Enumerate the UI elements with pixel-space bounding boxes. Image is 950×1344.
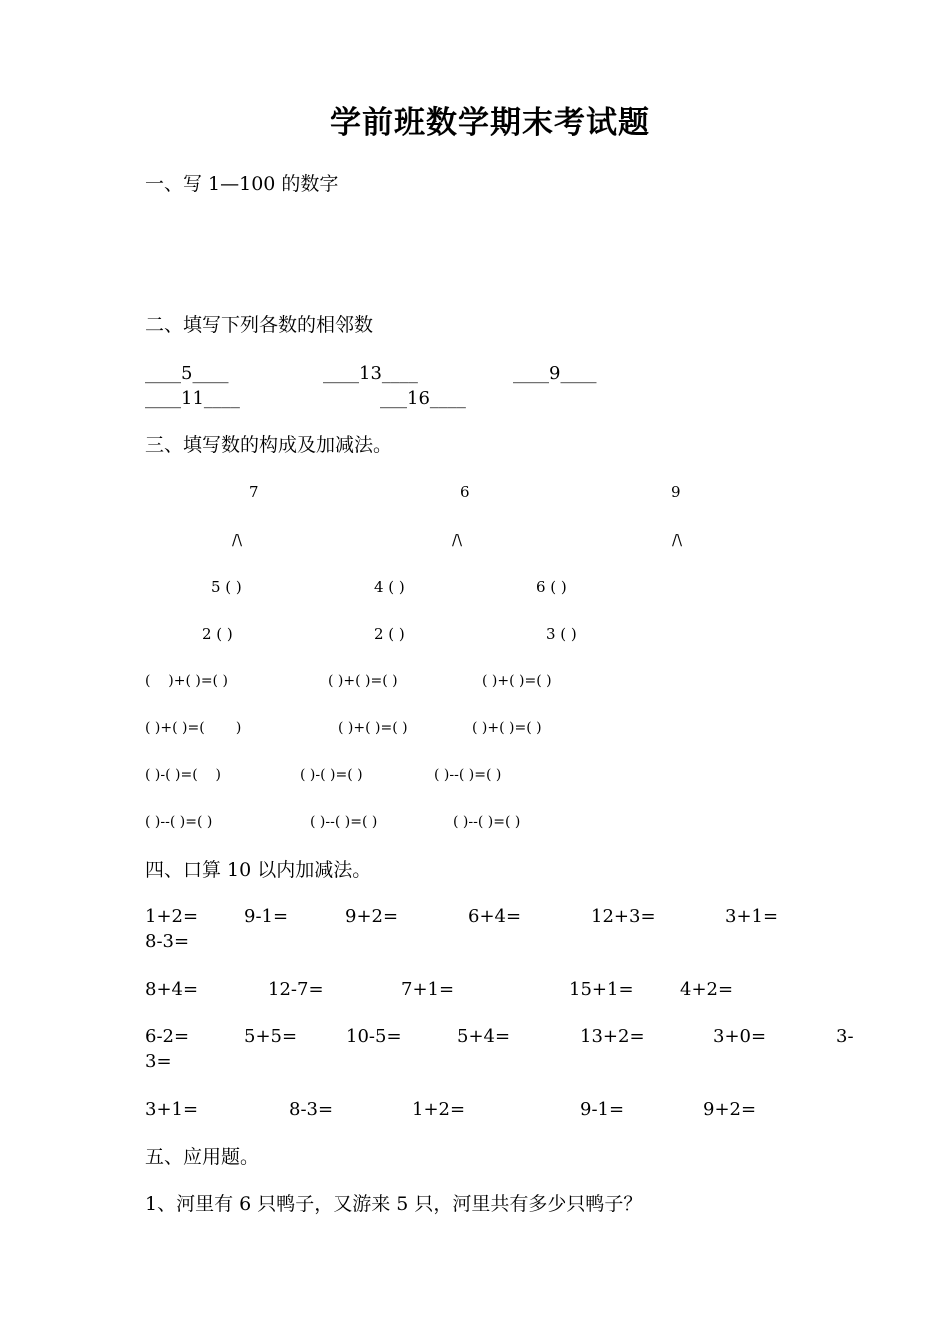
arithmetic-item: 8-3= — [145, 931, 190, 952]
arithmetic-item: 3+1= — [145, 1099, 199, 1120]
decompose-part-a-3: 6 ( ) — [536, 578, 567, 596]
arithmetic-item: 7+1= — [401, 979, 455, 1000]
arithmetic-item: 15+1= — [569, 979, 634, 1000]
decompose-top-6: 6 — [460, 483, 470, 501]
neighbor-blank-13: ____13____ — [323, 363, 418, 384]
arithmetic-item: 12-7= — [268, 979, 324, 1000]
arithmetic-item: 12+3= — [591, 906, 656, 927]
arithmetic-item: 1+2= — [412, 1099, 466, 1120]
decompose-top-7: 7 — [249, 483, 259, 501]
decompose-part-b-2: 2 ( ) — [374, 625, 405, 643]
decompose-top-9: 9 — [671, 483, 681, 501]
neighbor-blank-9: ____9____ — [513, 363, 597, 384]
decompose-branch-3: /\ — [672, 531, 683, 549]
equation-row-2-c: ( )+( )=( ) — [472, 720, 542, 736]
arithmetic-item: 13+2= — [580, 1026, 645, 1047]
equation-row-4-c: ( )--( )=( ) — [453, 814, 521, 830]
arithmetic-item: 6+4= — [468, 906, 522, 927]
arithmetic-item: 10-5= — [346, 1026, 402, 1047]
arithmetic-item: 5+5= — [244, 1026, 298, 1047]
decompose-branch-1: /\ — [232, 531, 243, 549]
arithmetic-item: 3- — [836, 1026, 854, 1047]
equation-row-2-a: ( )+( )=( ) — [145, 720, 242, 736]
equation-row-1-a: ( )+( )=( ) — [145, 673, 228, 689]
section-4-heading: 四、口算 10 以内加减法。 — [145, 859, 372, 881]
word-problem-1: 1、河里有 6 只鸭子，又游来 5 只，河里共有多少只鸭子？ — [145, 1193, 643, 1215]
equation-row-3-b: ( )-( )=( ) — [300, 767, 363, 783]
arithmetic-item: 5+4= — [457, 1026, 511, 1047]
arithmetic-item: 3= — [145, 1051, 172, 1072]
section-2-heading: 二、填写下列各数的相邻数 — [145, 314, 374, 336]
equation-row-4-b: ( )--( )=( ) — [310, 814, 378, 830]
decompose-part-b-3: 3 ( ) — [546, 625, 577, 643]
arithmetic-item: 3+0= — [713, 1026, 767, 1047]
decompose-part-b-1: 2 ( ) — [202, 625, 233, 643]
arithmetic-item: 6-2= — [145, 1026, 190, 1047]
section-3-heading: 三、填写数的构成及加减法。 — [145, 434, 393, 456]
arithmetic-item: 9+2= — [345, 906, 399, 927]
arithmetic-item: 9+2= — [703, 1099, 757, 1120]
arithmetic-item: 1+2= — [145, 906, 199, 927]
decompose-branch-2: /\ — [452, 531, 463, 549]
decompose-part-a-2: 4 ( ) — [374, 578, 405, 596]
neighbor-blank-11: ____11____ — [145, 388, 240, 409]
equation-row-2-b: ( )+( )=( ) — [338, 720, 408, 736]
equation-row-1-c: ( )+( )=( ) — [482, 673, 552, 689]
decompose-part-a-1: 5 ( ) — [211, 578, 242, 596]
arithmetic-item: 9-1= — [580, 1099, 625, 1120]
neighbor-blank-16: ___16____ — [380, 388, 466, 409]
page-title: 学前班数学期末考试题 — [330, 105, 650, 141]
equation-row-3-c: ( )--( )=( ) — [434, 767, 502, 783]
equation-row-3-a: ( )-( )=( ) — [145, 767, 221, 783]
equation-row-1-b: ( )+( )=( ) — [328, 673, 398, 689]
equation-row-4-a: ( )--( )=( ) — [145, 814, 213, 830]
arithmetic-item: 9-1= — [244, 906, 289, 927]
arithmetic-item: 8+4= — [145, 979, 199, 1000]
neighbor-blank-5: ____5____ — [145, 363, 229, 384]
section-1-heading: 一、写 1—100 的数字 — [145, 173, 339, 195]
arithmetic-item: 8-3= — [289, 1099, 334, 1120]
arithmetic-item: 3+1= — [725, 906, 779, 927]
section-5-heading: 五、应用题。 — [145, 1146, 260, 1168]
arithmetic-item: 4+2= — [680, 979, 734, 1000]
